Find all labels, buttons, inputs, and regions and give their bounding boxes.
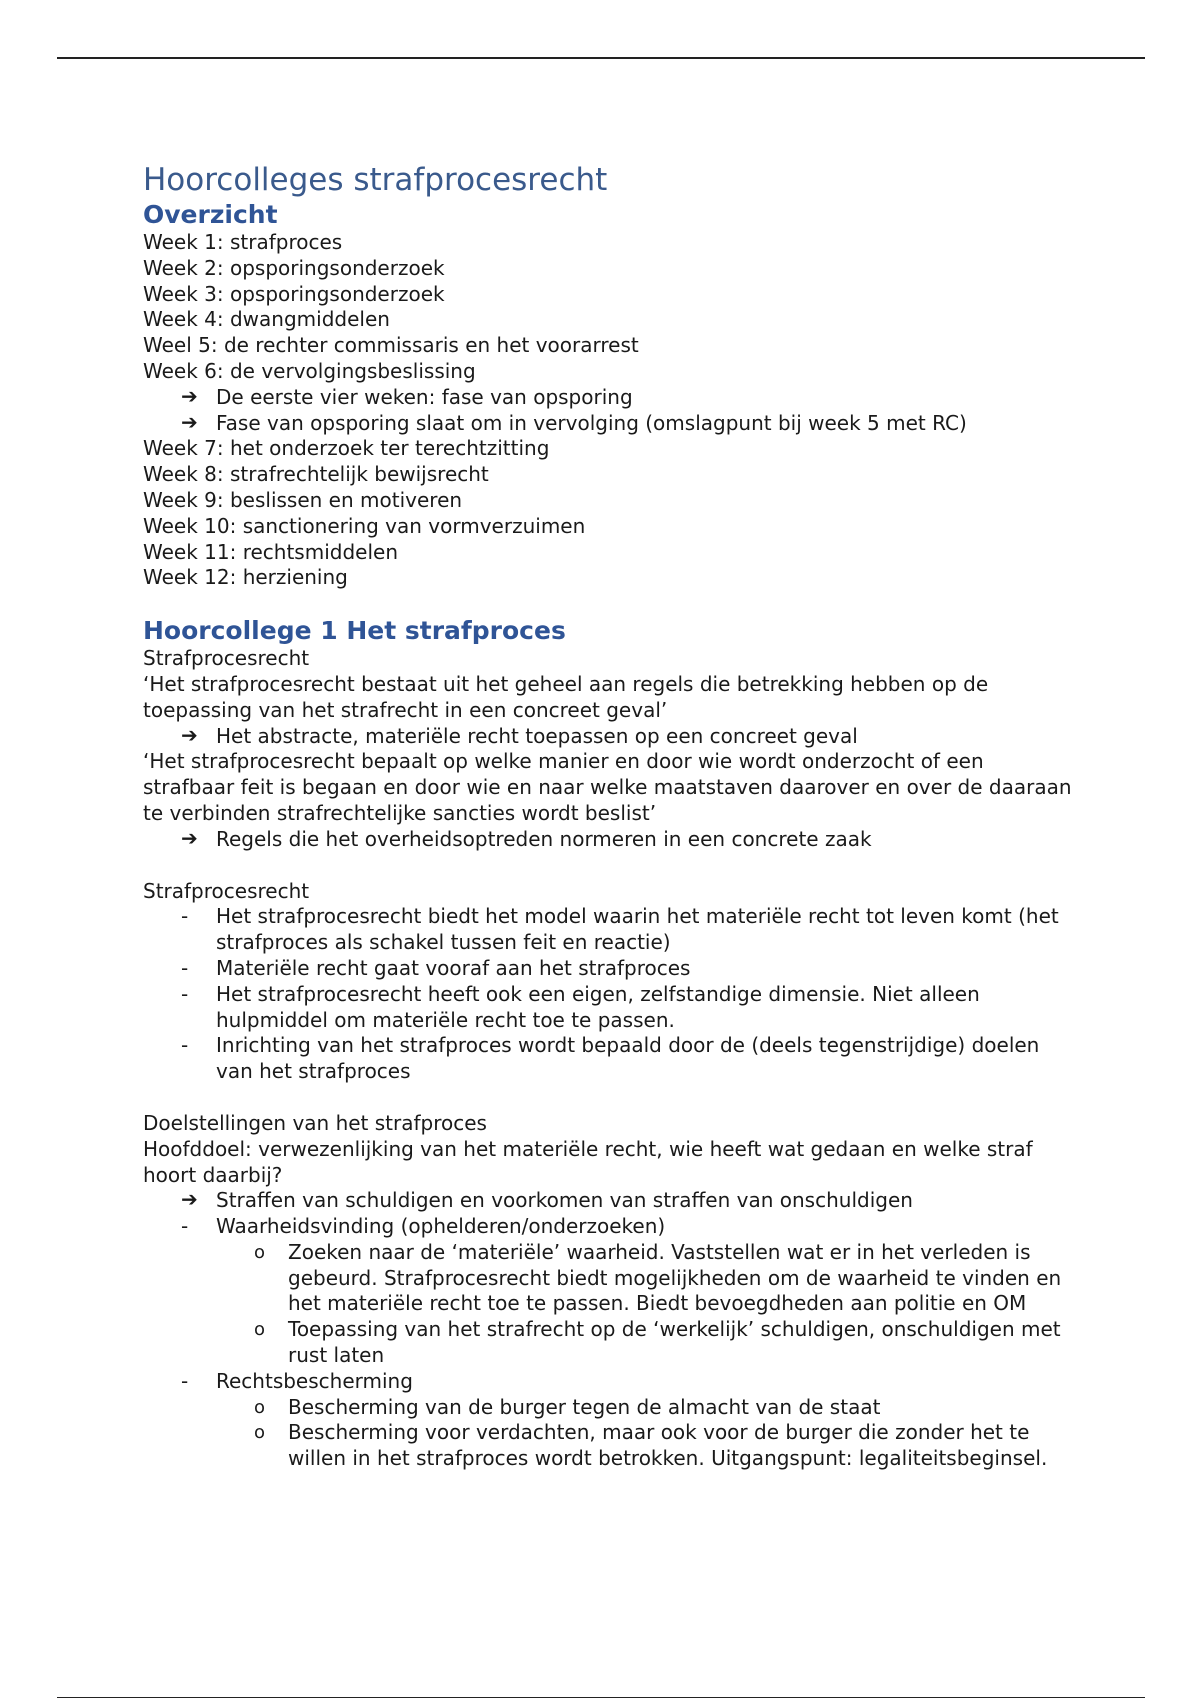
bullet-text: Het strafprocesrecht biedt het model waarin het materiële recht tot leven komt (het strafproces als schakel tussen feit en reactie): [216, 904, 1059, 955]
subheading: Strafprocesrecht: [143, 878, 310, 903]
arrow-bullet: [143, 1188, 1073, 1214]
subheading: Strafprocesrecht: [143, 646, 310, 671]
arrow-text: Regels die het overheidsoptreden normeren in een concrete zaak: [216, 826, 872, 851]
arrow-bullet: [143, 827, 1073, 853]
document-body: [143, 160, 1073, 1472]
week-line: Weel 5: de rechter commissaris en het voorarrest: [143, 333, 639, 358]
arrow-icon: ➔: [181, 825, 198, 850]
dash-bullet: [143, 904, 1073, 956]
circle-bullet: [143, 1240, 1073, 1317]
arrow-bullet: [143, 724, 1073, 750]
arrow-text: Het abstracte, materiële recht toepassen op een concreet geval: [216, 723, 858, 748]
bullet-text: Het strafprocesrecht heeft ook een eigen, zelfstandige dimensie. Niet alleen hulpmiddel om materiële recht toe te passen.: [216, 981, 980, 1032]
circle-icon: o: [254, 1319, 266, 1341]
arrow-bullet: [143, 411, 1073, 437]
week-line: Week 2: opsporingsonderzoek: [143, 255, 445, 280]
week-line: Week 12: herziening: [143, 565, 348, 590]
bullet-text: Bescherming voor verdachten, maar ook voor de burger die zonder het te willen in het strafproces wordt betrokken. Uitgangspunt: legaliteitsbeginsel.: [288, 1420, 1048, 1471]
week-line: Week 6: de vervolgingsbeslissing: [143, 358, 476, 383]
week-line: Week 7: het onderzoek ter terechtzitting: [143, 436, 550, 461]
dash-icon: -: [181, 904, 189, 929]
circle-bullet: [143, 1317, 1073, 1369]
arrow-text: De eerste vier weken: fase van opsporing: [216, 384, 633, 409]
arrow-icon: ➔: [181, 722, 198, 747]
arrow-text: Fase van opsporing slaat om in vervolging (omslagpunt bij week 5 met RC): [216, 410, 967, 435]
bullet-text: Bescherming van de burger tegen de almacht van de staat: [288, 1394, 881, 1419]
quote-paragraph: ‘Het strafprocesrecht bestaat uit het geheel aan regels die betrekking hebben op de toepassing van het strafrecht in een concreet geval’: [143, 671, 989, 722]
bullet-text: Materiële recht gaat vooraf aan het strafproces: [216, 955, 691, 980]
dash-icon: -: [181, 1368, 189, 1393]
header-rule: [57, 57, 1145, 59]
arrow-icon: ➔: [181, 1187, 198, 1212]
bullet-text: Waarheidsvinding (ophelderen/onderzoeken): [216, 1214, 666, 1239]
dash-bullet: [143, 1369, 1073, 1395]
arrow-text: Straffen van schuldigen en voorkomen van straffen van onschuldigen: [216, 1188, 913, 1213]
dash-bullet: [143, 982, 1073, 1034]
bullet-text: Zoeken naar de ‘materiële’ waarheid. Vaststellen wat er in het verleden is gebeurd. Strafprocesrecht biedt mogelijkheden om de waarheid te vinden en het materiële recht toe te passen. Biedt bevoegdheden aan politie en OM: [288, 1239, 1062, 1316]
circle-icon: o: [254, 1396, 266, 1418]
circle-bullet: [143, 1420, 1073, 1472]
week-line: Week 10: sanctionering van vormverzuimen: [143, 513, 586, 538]
dash-icon: -: [181, 955, 189, 980]
hoofddoel-paragraph: Hoofddoel: verwezenlijking van het materiële recht, wie heeft wat gedaan en welke straf hoort daarbij?: [143, 1136, 1033, 1187]
dash-bullet: [143, 956, 1073, 982]
week-line: Week 1: strafproces: [143, 230, 343, 254]
week-line: Week 9: beslissen en motiveren: [143, 487, 463, 512]
circle-icon: o: [254, 1241, 266, 1263]
heading-hoorcollege-1: Hoorcollege 1 Het strafproces: [143, 616, 566, 646]
week-line: Week 4: dwangmiddelen: [143, 307, 390, 332]
heading-overzicht: Overzicht: [143, 200, 278, 229]
circle-bullet: [143, 1395, 1073, 1421]
bullet-text: Inrichting van het strafproces wordt bepaald door de (deels tegenstrijdige) doelen van het strafproces: [216, 1033, 1040, 1084]
bullet-text: Rechtsbescherming: [216, 1368, 413, 1393]
footer-rule: [57, 1697, 1145, 1698]
arrow-bullet: [143, 385, 1073, 411]
document-title: Hoorcolleges strafprocesrecht: [143, 162, 608, 198]
arrow-icon: ➔: [181, 383, 198, 408]
arrow-icon: ➔: [181, 409, 198, 434]
dash-bullet: [143, 1214, 1073, 1240]
subheading: Doelstellingen van het strafproces: [143, 1110, 487, 1135]
dash-bullet: [143, 1033, 1073, 1085]
quote-paragraph: ‘Het strafprocesrecht bepaalt op welke manier en door wie wordt onderzocht of een strafbaar feit is begaan en door wie en naar welke maatstaven daarover en over de daaraan te verbinden strafrechtelijke sancties wordt beslist’: [143, 749, 1072, 825]
week-line: Week 3: opsporingsonderzoek: [143, 281, 445, 306]
bullet-text: Toepassing van het strafrecht op de ‘werkelijk’ schuldigen, onschuldigen met rust laten: [288, 1317, 1061, 1368]
dash-icon: -: [181, 981, 189, 1006]
week-line: Week 8: strafrechtelijk bewijsrecht: [143, 462, 489, 487]
week-line: Week 11: rechtsmiddelen: [143, 539, 398, 564]
circle-icon: o: [254, 1422, 266, 1444]
dash-icon: -: [181, 1033, 189, 1058]
dash-icon: -: [181, 1214, 189, 1239]
